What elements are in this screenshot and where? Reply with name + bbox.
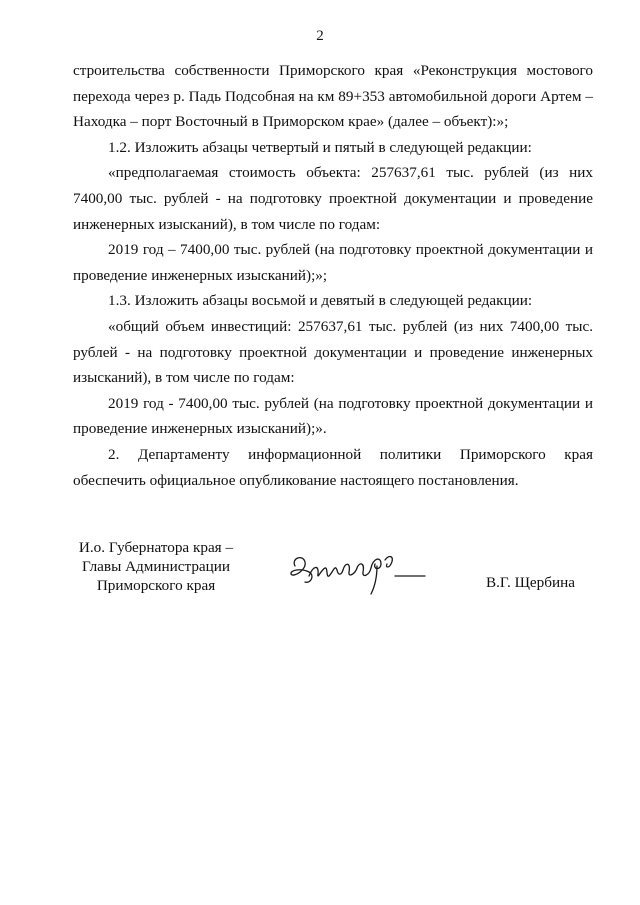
paragraph-item-1-3: 1.3. Изложить абзацы восьмой и девятый в следующей редакции: [108,292,533,310]
signatory-position [71,538,241,595]
handwritten-signature [285,548,435,600]
paragraph-estimated-cost: «предполагаемая стоимость объекта: 257637,61 тыс. рублей (из них 7400,00 тыс. рублей - на подготовку проектной документации и проведение инженерных изысканий), в том числе по годам: [73,164,593,233]
page-number: 2 [316,28,324,44]
paragraph-continuation: строительства собственности Приморского края «Реконструкция мостового перехода через р. Падь Подсобная на км 89+353 автомобильной дороги Артем – Находка – порт Восточный в Приморском крае» (далее – объект):»; [73,62,593,131]
paragraph-total-investment: «общий объем инвестиций: 257637,61 тыс. рублей (из них 7400,00 тыс. рублей - на подготовку проектной документации и проведение инженерных изысканий), в том числе по годам: [73,317,593,387]
paragraph-year-2019-investment: 2019 год - 7400,00 тыс. рублей (на подготовку проектной документации и проведение инженерных изысканий);». [73,394,593,438]
paragraph-item-2: 2. Департаменту информационной политики Приморского края обеспечить официальное опубликование настоящего постановления. [73,445,593,489]
document-body [73,58,593,493]
signatory-position-line: Главы Администрации [81,558,231,575]
paragraph-item-1-2: 1.2. Изложить абзацы четвертый и пятый в следующей редакции: [108,138,532,156]
signatory-name: В.Г. Щербина [486,574,575,591]
paragraph-year-2019-cost: 2019 год – 7400,00 тыс. рублей (на подготовку проектной документации и проведение инженерных изысканий);»; [73,241,593,284]
signatory-position-line: И.о. Губернатора края – [78,539,234,556]
signatory-position-line: Приморского края [96,577,216,594]
